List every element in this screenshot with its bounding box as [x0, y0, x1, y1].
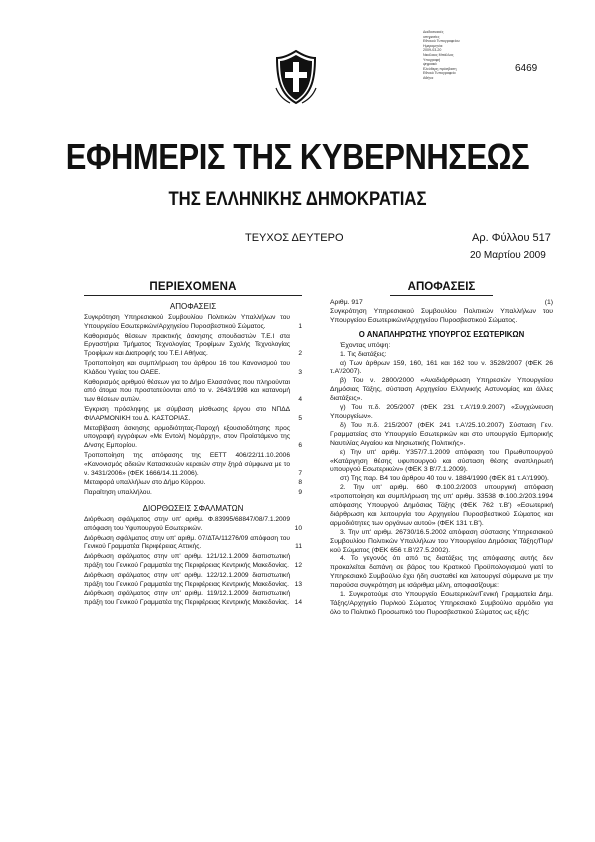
stamp-line: Διαδικτυακές: [423, 30, 444, 34]
toc-item-page: 12: [294, 561, 302, 569]
toc-item-page: 5: [298, 414, 302, 422]
stamp-line: υπηρεσίες: [423, 34, 440, 39]
toc-item-page: 10: [294, 524, 302, 532]
toc-item-page: 4: [298, 396, 302, 404]
toc-item[interactable]: [84, 590, 302, 608]
decision-paragraph: δ) Του π.δ. 215/2007 (ΦΕΚ 241 τ.Α'/25.10.2007) Σύσταση Γεν. Γραμματείας στο Υπουργείο Εσωτερικών και στο υπουργείο Εμπορικής Ναυτιλίας Αιγαίου και Νησιωτικής Πολιτικής».: [330, 421, 553, 447]
decisions-heading: ΑΠΟΦΑΣΕΙΣ: [407, 281, 476, 293]
toc-item-text: Έγκριση πρόσληψης με σύμβαση μίσθωσης έργου στο ΝΠΔΔ ΦΙΛΑΡΜΟΝΙΚΗ του Δ. ΚΑΣΤΟΡΙΑΣ.: [84, 405, 290, 422]
toc-item[interactable]: [84, 425, 302, 451]
toc-item-page: 2: [298, 350, 302, 358]
toc-item-page: 13: [294, 580, 302, 588]
toc-item[interactable]: [84, 452, 302, 478]
coat-of-arms-emblem: [274, 48, 318, 106]
toc-item-page: 8: [298, 479, 302, 487]
toc-item[interactable]: [84, 479, 302, 488]
toc-item-page: 1: [298, 322, 302, 330]
decision-reference: [330, 299, 553, 308]
stamp-line: Υπογραφή: [423, 57, 441, 62]
digital-signature-stamp: [423, 30, 481, 81]
decisions-column: [330, 281, 553, 618]
decision-paragraph: α) Των άρθρων 159, 160, 161 και 162 του ν. 3528/2007 (ΦΕΚ 26 τ.Α'/2007).: [330, 359, 553, 376]
toc-item[interactable]: [84, 489, 302, 498]
stamp-line: ψηφιακά: [423, 62, 437, 67]
toc-item-text: Μεταβίβαση άσκησης αρμοδιότητας-Παροχή εξουσιοδότησης προς υπογραφή εγγράφων «Με Εντολή Νομάρχη», στον Προϊστάμενο της Δ/νσης Εμπορίου.: [84, 424, 290, 450]
toc-item[interactable]: [84, 360, 302, 378]
stamp-line: 2009-03-20: [423, 48, 442, 53]
gazette-title: ΕΦΗΜΕΡΙΣ ΤΗΣ ΚΥΒΕΡΝΗΣΕΩΣ: [65, 136, 530, 177]
decision-paragraph: Έχοντας υπόψη:: [340, 341, 391, 349]
toc-item-page: 7: [298, 469, 302, 477]
decision-paragraph: 4. Το γεγονός ότι από τις διατάξεις της απόφασης αυτής δεν προκαλείται δαπάνη σε βάρος του Κρατικού Προϋπολογισμού γιατί το Υπηρεσιακό Συμβούλιο έχει ήδη συσταθεί και λειτουργεί σύμφωνα με την παρούσα συγκρότηση με ισάριθμα μέλη, αποφασίζουμε:: [330, 555, 553, 590]
stamp-line: Εθνικό Τυπογραφείο: [423, 71, 456, 76]
toc-item-text: Μεταφορά υπαλλήλων στο Δήμο Κύρρου.: [84, 479, 206, 487]
toc-item-text: Παραίτηση υπαλλήλου.: [84, 489, 152, 497]
decision-paragraph: 1. Συγκροτούμε στο Υπουργείο Εσωτερικών/Γενική Γραμματεία Δημ. Τάξης/Αρχηγείο Πυρ/κού Σώματος Υπηρεσιακό Συμβούλιο αρμόδιο για όλο το Πολιτικό Προσωπικό του Πυροσβεστικού Σώματος ως εξής:: [330, 591, 553, 616]
gazette-subtitle: ΤΗΣ ΕΛΛΗΝΙΚΗΣ ΔΗΜΟΚΡΑΤΙΑΣ: [168, 189, 427, 210]
toc-item[interactable]: [84, 535, 302, 553]
toc-item-text: Διόρθωση σφάλματος στην υπ' αριθμ. 121/12.1.2009 διαπιστωτική πράξη του Γενικού Γραμματέα της Περιφέρειας Κεντρικής Μακεδονίας.: [84, 553, 290, 569]
decision-index: (1): [544, 299, 553, 306]
toc-item-text: Διόρθωση σφάλματος στην υπ' αριθμ. Φ.83995/68847/08/7.1.2009 απόφαση του Υφυπουργού Εσωτερικών.: [84, 515, 290, 532]
toc-item[interactable]: [84, 406, 302, 424]
decision-paragraph: β) Του ν. 2800/2000 «Αναδιάρθρωση Υπηρεσιών Υπουργείου Δημόσιας Τάξης, σύσταση Αρχηγείου Ελληνικής Αστυνομίας και άλλες διατάξεις».: [330, 377, 553, 403]
contents-column: [84, 281, 302, 609]
issue-series: ΤΕΥΧΟΣ ΔΕΥΤΕΡΟ: [245, 232, 344, 244]
decision-paragraph: ε) Την υπ' αριθμ. Υ357/7.1.2009 απόφαση του Πρωθυπουργού «Κατάργηση θέσης υφυπουργού και σύσταση θέσης αναπληρωτή υπουργού Εσωτερικών» (ΦΕΚ 3 Β'/7.1.2009).: [330, 448, 553, 474]
decision-paragraph: 2. Την υπ' αριθμ. 660 Φ.100.2/2003 υπουργική απόφαση «τροποποίηση και συμπλήρωση της υπ' αριθμ. 33538 Φ.100.2/203.1994 απόφασης Υπουργού Δημόσιας Τάξης (ΦΕΚ 762 τ.Β') «Εσωτερική διάρθρωση και λειτουργία του Αρχηγείου Πυροσβεστικού Σώματος και αρμοδιότητες των οργάνων αυτού» (ΦΕΚ 131 τ.Β').: [330, 484, 553, 527]
toc-item[interactable]: [84, 553, 302, 571]
stamp-line: Νικόλαος Μπάλλας: [423, 52, 454, 57]
toc-item-text: Καθορισμός θέσεων πρακτικής άσκησης σπουδαστών Τ.Ε.Ι στα Εργαστήρια Τμήματος Τεχνολογίας Τροφίμων Σχολής Τεχνολογίας Τροφίμων και Διατροφής του Τ.Ε.Ι Αθήνας.: [84, 332, 290, 358]
page-number: 6469: [515, 63, 538, 74]
toc-item-page: 3: [298, 368, 302, 376]
toc-item[interactable]: [84, 333, 302, 359]
decisions-list-heading: ΑΠΟΦΑΣΕΙΣ: [169, 302, 217, 311]
toc-item[interactable]: [84, 516, 302, 534]
issue-number: Αρ. Φύλλου 517: [472, 232, 551, 244]
contents-heading: ΠΕΡΙΕΧΟΜΕΝΑ: [149, 281, 237, 293]
decisions-divider: [390, 295, 493, 296]
toc-item[interactable]: [84, 314, 302, 332]
issue-date: 20 Μαρτίου 2009: [470, 250, 546, 261]
minister-title: Ο ΑΝΑΠΛΗΡΩΤΗΣ ΥΠΟΥΡΓΟΣ ΕΣΩΤΕΡΙΚΩΝ: [358, 329, 525, 339]
decision-subject: Συγκρότηση Υπηρεσιακού Συμβουλίου Πολιτικών Υπαλλήλων του Υπουργείου Εσωτερικών/Αρχηγείου Πυροσβεστικού Σώματος.: [330, 307, 553, 324]
stamp-line: Ημερομηνία:: [423, 43, 444, 48]
toc-item-text: Διόρθωση σφάλματος στην υπ' αριθμ. 119/12.1.2009 διαπιστωτική πράξη του Γενικού Γραμματέα της Περιφέρειας Κεντρικής Μακεδονίας.: [84, 590, 290, 607]
contents-divider: [84, 295, 302, 296]
toc-item-text: Συγκρότηση Υπηρεσιακού Συμβουλίου Πολιτικών Υπαλλήλων του Υπουργείου Εσωτερικών/Αρχηγείου Πυροσβεστικού Σώματος.: [84, 314, 290, 330]
toc-item-text: Τροποποίηση της απόφασης της ΕΕΤΤ 406/22/11.10.2006 «Κανονισμός αδειών Κατασκευών κεραιών στην ξηρά σύμφωνα με το ν. 3431/2006» (ΦΕΚ 1666/14.11.2006).: [84, 451, 290, 477]
toc-item-page: 9: [298, 489, 302, 497]
toc-item-page: 6: [298, 442, 302, 450]
decision-ref-number: Αριθμ. 917: [330, 299, 363, 306]
toc-item-page: 11: [295, 543, 302, 551]
decision-paragraph: γ) Του π.δ. 205/2007 (ΦΕΚ 231 τ.Α'/19.9.2007) «Συγχώνευση Υπουργείων».: [330, 404, 553, 420]
stamp-line: Αθήνα: [423, 75, 434, 80]
stamp-line: Ελεύθερη πρόσβαση: [423, 66, 457, 71]
toc-item-text: Καθορισμός αριθμού θέσεων για το Δήμο Ελασσόνας που πληρούνται από άτομα που προστατεύονται από το ν. 2643/1998 και κατανομή των θέσεων αυτών.: [84, 378, 290, 404]
toc-item-page: 14: [294, 599, 302, 607]
toc-item[interactable]: [84, 379, 302, 405]
toc-item-text: Τροποποίηση και συμπλήρωση του άρθρου 16 του Κανονισμού του Κλάδου Υγείας του ΟΑΕΕ.: [84, 359, 290, 376]
corrections-list-heading: ΔΙΟΡΘΩΣΕΙΣ ΣΦΑΛΜΑΤΩΝ: [142, 503, 244, 513]
toc-item-text: Διόρθωση σφάλματος στην υπ' αριθμ. 122/12.1.2009 διαπιστωτική πράξη του Γενικού Γραμματέα της Περιφέρειας Κεντρικής Μακεδονίας.: [84, 571, 290, 588]
stamp-line: Εθνικού Τυπογραφείου: [423, 39, 460, 44]
toc-item-text: Διόρθωση σφάλματος στην υπ' αριθμ. 07/ΔΤΑ/11276/09 απόφαση του Γενικού Γραμματέα Περιφέρειας Αττικής.: [84, 534, 290, 551]
decision-paragraph: 1. Τις διατάξεις:: [340, 350, 387, 358]
toc-item[interactable]: [84, 572, 302, 590]
decision-paragraph: στ) Της παρ. Β4 του άρθρου 40 του ν. 1884/1990 (ΦΕΚ 81 τ.Α'/1990).: [340, 475, 549, 483]
decision-paragraph: 3. Την υπ' αριθμ. 26730/16.5.2002 απόφαση σύστασης Υπηρεσιακού Συμβουλίου Πολιτικών Υπαλλήλων του Υπουργείου Δημόσιας Τάξης/Πυρ/κού Σώματος (ΦΕΚ 656 τ.Β'/27.5.2002).: [330, 528, 553, 554]
